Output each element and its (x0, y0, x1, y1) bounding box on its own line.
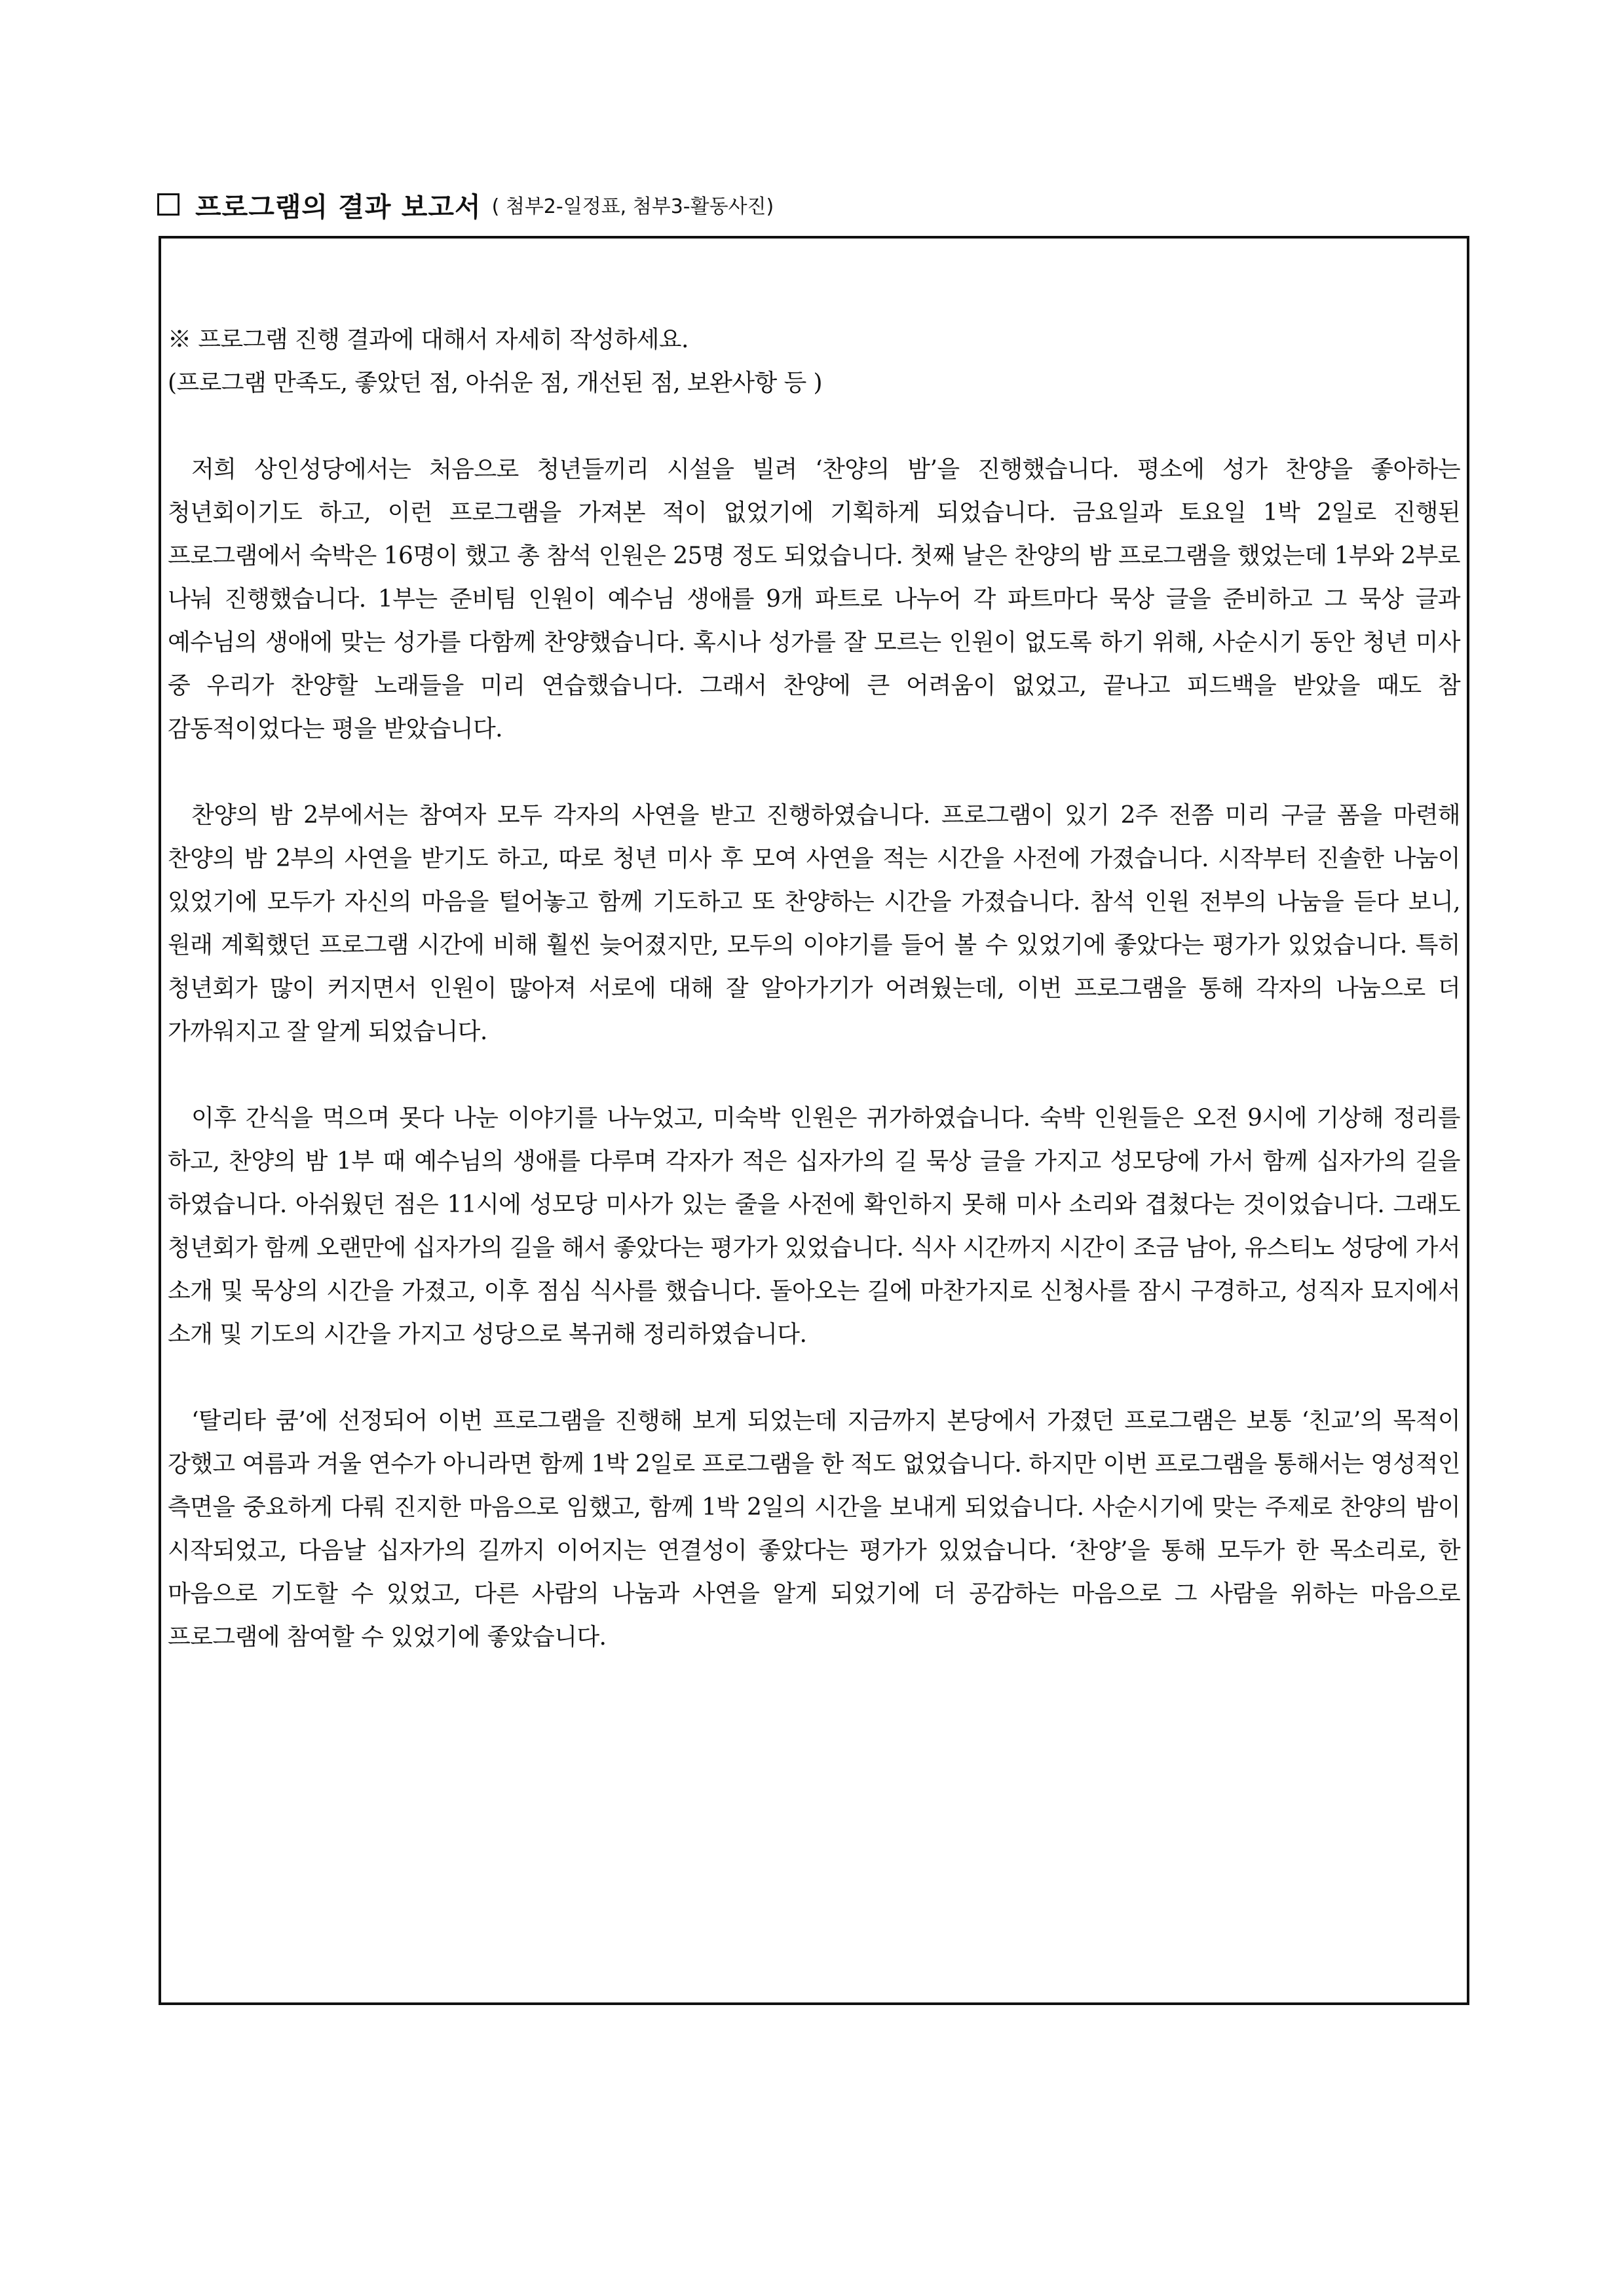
report-paragraph-3: 이후 간식을 먹으며 못다 나눈 이야기를 나누었고, 미숙박 인원은 귀가하였습니다. 숙박 인원들은 오전 9시에 기상해 정리를 하고, 찬양의 밤 1부 때 예수님의 생애를 다루며 각자가 적은 십자가의 길 묵상 글을 가지고 성모당에 가서 함께 십자가의 길을 하였습니다. 아쉬웠던 점은 11시에 성모당 미사가 있는 줄을 사전에 확인하지 못해 미사 소리와 겹쳤다는 것이었습니다. 그래도 청년회가 함께 오랜만에 십자가의 길을 해서 좋았다는 평가가 있었습니다. 식사 시간까지 시간이 조금 남아, 유스티노 성당에 가서 소개 및 묵상의 시간을 가졌고, 이후 점심 식사를 했습니다. 돌아오는 길에 마찬가지로 신청사를 잠시 구경하고, 성직자 묘지에서 소개 및 기도의 시간을 가지고 성당으로 복귀해 정리하였습니다. (168, 1105, 1460, 1348)
section-heading (157, 185, 774, 224)
instruction-line-2: (프로그램 만족도, 좋았던 점, 아쉬운 점, 개선된 점, 보완사항 등 ) (168, 370, 822, 396)
report-paragraph-4: ‘탈리타 쿰’에 선정되어 이번 프로그램을 진행해 보게 되었는데 지금까지 본당에서 가졌던 프로그램은 보통 ‘친교’의 목적이 강했고 여름과 겨울 연수가 아니라면 함께 1박 2일로 프로그램을 한 적도 없었습니다. 하지만 이번 프로그램을 통해서는 영성적인 측면을 중요하게 다뤄 진지한 마음으로 임했고, 함께 1박 2일의 시간을 보내게 되었습니다. 사순시기에 맞는 주제로 찬양의 밤이 시작되었고, 다음날 십자가의 길까지 이어지는 연결성이 좋았다는 평가가 있었습니다. ‘찬양’을 통해 모두가 한 목소리로, 한 마음으로 기도할 수 있었고, 다른 사람의 나눔과 사연을 알게 되었기에 더 공감하는 마음으로 그 사람을 위하는 마음으로 프로그램에 참여할 수 있었기에 좋았습니다. (168, 1407, 1460, 1651)
report-box (159, 236, 1469, 2005)
section-title: 프로그램의 결과 보고서 (195, 191, 482, 223)
report-paragraph-2: 찬양의 밤 2부에서는 참여자 모두 각자의 사연을 받고 진행하였습니다. 프로그램이 있기 2주 전쯤 미리 구글 폼을 마련해 찬양의 밤 2부의 사연을 받기도 하고, 따로 청년 미사 후 모여 사연을 적는 시간을 사전에 가졌습니다. 시작부터 진솔한 나눔이 있었기에 모두가 자신의 마음을 털어놓고 함께 기도하고 또 찬양하는 시간을 가졌습니다. 참석 인원 전부의 나눔을 듣다 보니, 원래 계획했던 프로그램 시간에 비해 훨씬 늦어졌지만, 모두의 이야기를 들어 볼 수 있었기에 좋았다는 평가가 있었습니다. 특히 청년회가 많이 커지면서 인원이 많아져 서로에 대해 잘 알아가기가 어려웠는데, 이번 프로그램을 통해 각자의 나눔으로 더 가까워지고 잘 알게 되었습니다. (168, 802, 1460, 1045)
checkbox-icon (157, 193, 179, 216)
instruction-line-1: ※ 프로그램 진행 결과에 대해서 자세히 작성하세요. (168, 326, 689, 353)
report-paragraph-1: 저희 상인성당에서는 처음으로 청년들끼리 시설을 빌려 ‘찬양의 밤’을 진행했습니다. 평소에 성가 찬양을 좋아하는 청년회이기도 하고, 이런 프로그램을 가져본 적이 없었기에 기획하게 되었습니다. 금요일과 토요일 1박 2일로 진행된 프로그램에서 숙박은 16명이 했고 총 참석 인원은 25명 정도 되었습니다. 첫째 날은 찬양의 밤 프로그램을 했었는데 1부와 2부로 나눠 진행했습니다. 1부는 준비팀 인원이 예수님 생애를 9개 파트로 나누어 각 파트마다 묵상 글을 준비하고 그 묵상 글과 예수님의 생애에 맞는 성가를 다함께 찬양했습니다. 혹시나 성가를 잘 모르는 인원이 없도록 하기 위해, 사순시기 동안 청년 미사 중 우리가 찬양할 노래들을 미리 연습했습니다. 그래서 찬양에 큰 어려움이 없었고, 끝나고 피드백을 받았을 때도 참 감동적이었다는 평을 받았습니다. (168, 456, 1460, 742)
section-subtitle: ( 첨부2-일정표, 첨부3-활동사진) (491, 195, 774, 218)
